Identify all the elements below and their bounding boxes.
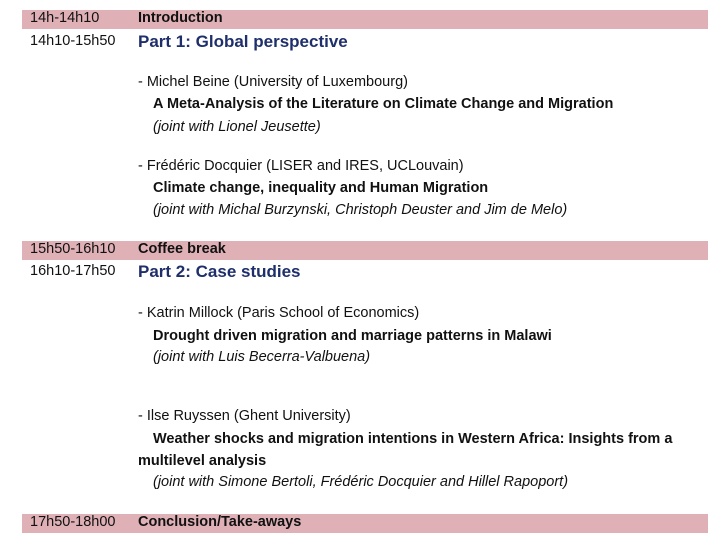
agenda-block-part2 [22,261,708,506]
time-slot: 15h50-16h10 [30,241,116,257]
part-title: Part 1: Global perspective [138,32,348,51]
agenda-row-conclusion [22,514,708,533]
joint-authors: (joint with Simone Bertoli, Frédéric Docquier and Hillel Rapoport) [153,474,569,490]
agenda-row-coffee-break [22,241,708,260]
speaker: - Michel Beine (University of Luxembourg) [138,74,408,90]
part-title: Part 2: Case studies [138,262,301,281]
joint-authors: (joint with Michal Burzynski, Christoph Deuster and Jim de Melo) [153,202,568,218]
time-slot: 14h10-15h50 [30,33,116,49]
agenda-block-part1 [22,30,708,235]
talk-title-line-1: Weather shocks and migration intentions in Western Africa: Insights from a [153,431,673,447]
session-label: Coffee break [138,241,226,257]
speaker: - Ilse Ruyssen (Ghent University) [138,408,351,424]
time-slot: 17h50-18h00 [30,514,116,530]
session-label: Conclusion/Take-aways [138,514,302,530]
session-label: Introduction [138,10,223,26]
talk-title-line-2: multilevel analysis [138,453,267,469]
speaker: - Frédéric Docquier (LISER and IRES, UCLouvain) [138,158,464,174]
time-slot: 14h-14h10 [30,10,100,26]
talk-title: A Meta-Analysis of the Literature on Climate Change and Migration [153,96,614,112]
talk-title: Climate change, inequality and Human Migration [153,180,489,196]
talk-title: Drought driven migration and marriage patterns in Malawi [153,328,552,344]
joint-authors: (joint with Lionel Jeusette) [153,119,321,135]
joint-authors: (joint with Luis Becerra-Valbuena) [153,349,371,365]
time-slot: 16h10-17h50 [30,263,116,279]
agenda-row-introduction [22,10,708,29]
speaker: - Katrin Millock (Paris School of Economics) [138,305,420,321]
